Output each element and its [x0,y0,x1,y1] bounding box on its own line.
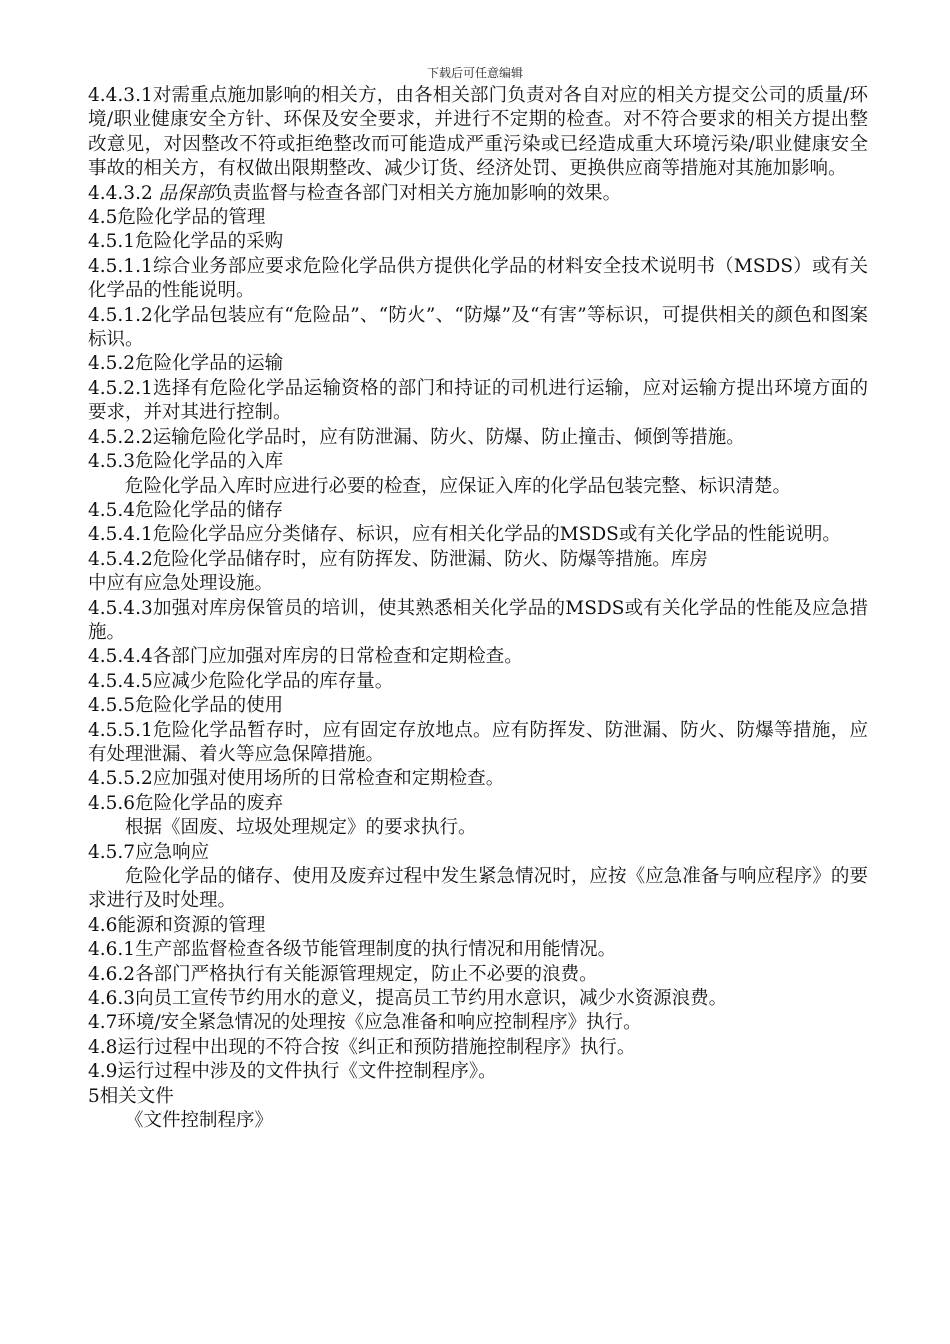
paragraph-4-5-2-2: 4.5.2.2运输危险化学品时，应有防泄漏、防火、防爆、防止撞击、倾倒等措施。 [88,426,745,448]
heading-4-5-6: 4.5.6危险化学品的废弃 [88,792,284,814]
paragraph-4-6-2: 4.6.2各部门严格执行有关能源管理规定，防止不必要的浪费。 [88,963,598,985]
related-document-item: 《文件控制程序》 [125,1110,274,1132]
heading-4-5-4: 4.5.4危险化学品的储存 [88,499,284,521]
heading-4-5-2: 4.5.2危险化学品的运输 [88,353,284,375]
paragraph-4-5-4-5: 4.5.4.5应减少危险化学品的库存量。 [88,670,394,692]
paragraph-4-5-7-body: 危险化学品的储存、使用及废弃过程中发生紧急情况时，应按《应急准备与响应程序》的要求进行及时处理。 [88,866,868,912]
paragraph-4-5-4-4: 4.5.4.4各部门应加强对库房的日常检查和定期检查。 [88,646,523,668]
heading-4-5: 4.5危险化学品的管理 [88,207,266,229]
clause-text: 负责监督与检查各部门对相关方施加影响的效果。 [214,182,622,204]
paragraph-4-5-4-2-line1: 4.5.4.2危险化学品储存时，应有防挥发、防泄漏、防火、防爆等措施。库房 [88,548,708,570]
heading-4-5-3: 4.5.3危险化学品的入库 [88,451,284,473]
department-name: 品保部 [158,182,215,204]
paragraph-4-5-4-2-line2: 中应有应急处理设施。 [88,573,274,595]
heading-4-6: 4.6能源和资源的管理 [88,914,266,936]
heading-4-5-7: 4.5.7应急响应 [88,841,210,863]
paragraph-4-6-1: 4.6.1生产部监督检查各级节能管理制度的执行情况和用能情况。 [88,939,617,961]
paragraph-4-5-5-1: 4.5.5.1危险化学品暂存时，应有固定存放地点。应有防挥发、防泄漏、防火、防爆等措施，应有处理泄漏、着火等应急保障措施。 [88,719,868,765]
paragraph-4-8: 4.8运行过程中出现的不符合按《纠正和预防措施控制程序》执行。 [88,1036,636,1058]
paragraph-4-9: 4.9运行过程中涉及的文件执行《文件控制程序》。 [88,1061,497,1083]
clause-number: 4.4.3.2 [88,182,159,204]
paragraph-4-5-6-body: 根据《固废、垃圾处理规定》的要求执行。 [125,817,477,839]
paragraph-4-4-3-2 [88,182,868,206]
paragraph-4-5-2-1: 4.5.2.1选择有危险化学品运输资格的部门和持证的司机进行运输，应对运输方提出环境方面的要求，并对其进行控制。 [88,377,868,424]
paragraph-4-6-3: 4.6.3向员工宣传节约用水的意义，提高员工节约用水意识，减少水资源浪费。 [88,988,728,1010]
paragraph-4-7: 4.7环境/安全紧急情况的处理按《应急准备和响应控制程序》执行。 [88,1012,642,1034]
document-body [88,84,868,1133]
paragraph-4-4-3-1: 4.4.3.1对需重点施加影响的相关方，由各相关部门负责对各自对应的相关方提交公司的质量/环境/职业健康安全方针、环保及安全要求，并进行不定期的检查。对不符合要求的相关方提出整改意见，对因整改不符或拒绝整改而可能造成严重污染或已经造成重大环境污染/职业健康安全事故的相关方，有权做出限期整改、减少订货、经济处罚、更换供应商等措施对其施加影响。 [88,85,868,180]
page-header: 下载后可任意编辑 [426,66,523,80]
paragraph-4-5-5-2: 4.5.5.2应加强对使用场所的日常检查和定期检查。 [88,768,505,790]
paragraph-4-5-1-1: 4.5.1.1综合业务部应要求危险化学品供方提供化学品的材料安全技术说明书（MSDS）或有关化学品的性能说明。 [88,255,868,302]
heading-4-5-1: 4.5.1危险化学品的采购 [88,231,284,253]
heading-5: 5相关文件 [88,1085,174,1107]
heading-4-5-5: 4.5.5危险化学品的使用 [88,695,284,717]
paragraph-4-5-1-2: 4.5.1.2化学品包装应有“危险品”、“防火”、“防爆”及“有害”等标识，可提供相关的颜色和图案标识。 [88,304,868,351]
paragraph-4-5-3-body: 危险化学品入库时应进行必要的检查，应保证入库的化学品包装完整、标识清楚。 [125,475,792,497]
paragraph-4-5-4-2 [88,548,868,597]
paragraph-4-5-4-3: 4.5.4.3加强对库房保管员的培训，使其熟悉相关化学品的MSDS或有关化学品的性能及应急措施。 [88,597,868,643]
paragraph-4-5-4-1: 4.5.4.1危险化学品应分类储存、标识，应有相关化学品的MSDS或有关化学品的性能说明。 [88,524,841,546]
